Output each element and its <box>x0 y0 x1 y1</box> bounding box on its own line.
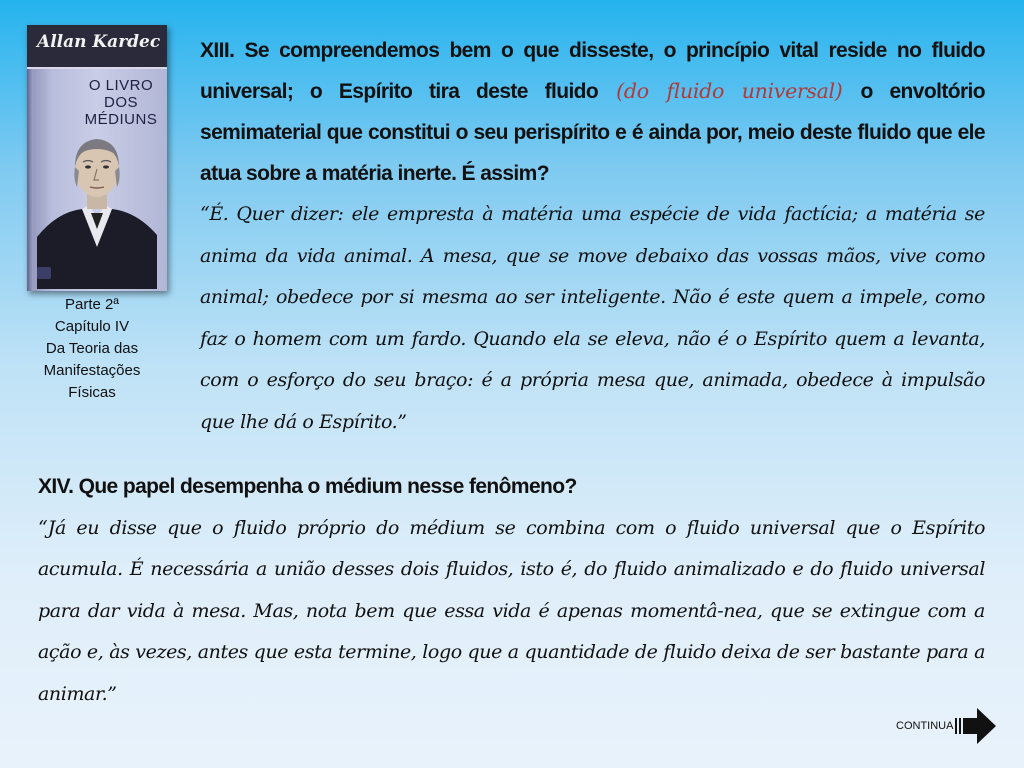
question-14-block <box>38 466 985 715</box>
book-author: Allan Kardec <box>37 32 161 52</box>
question-13-block <box>200 30 985 443</box>
question-14: XIV. Que papel desempenha o médium nesse fenômeno? <box>38 475 577 498</box>
portrait-illustration <box>37 117 157 289</box>
caption-line: Capítulo IV <box>54 318 130 335</box>
caption-line: Físicas <box>68 384 116 401</box>
answer-13: “É. Quer dizer: ele empresta à matéria uma espécie de vida factícia; a matéria se anima da vida animal. A mesa, que se move debaixo das vossas mãos, vive como animal; obedece por si mesma ao ser inteligente. Não é este quem a impele, como faz o homem com um fardo. Quando ela se eleva, não é o Espírito quem a levanta, com o esforço do seu braço: é a própria mesa que, animada, obedece à impulsão que lhe dá o Espírito.” <box>200 203 985 433</box>
question-13-text-a: XIII. Se compreendemos bem o que disseste, o princípio vital reside no fluido universal; o Espírito tira deste fluido <box>200 39 985 103</box>
book-header-band <box>27 25 167 69</box>
answer-14: “Já eu disse que o fluido próprio do médium se combina com o fluido universal que o Espírito acumula. É necessária a união desses dois fluidos, isto é, do fluido animalizado e do fluido universal para dar vida à mesa. Mas, nota bem que essa vida é apenas momentâ-nea, que se extingue com a ação e, às vezes, antes que esta termine, logo que a quantidade de fluido deixa de ser bastante para a animar.” <box>38 516 985 705</box>
question-13-highlight: (do fluido universal) <box>616 79 843 103</box>
continue-label[interactable]: CONTINUA <box>896 720 954 732</box>
book-title-line: MÉDIUNS <box>84 111 158 128</box>
publisher-logo <box>37 267 51 279</box>
caption-line: Parte 2ª <box>65 296 119 313</box>
question-13 <box>200 30 985 194</box>
book-title-line: O LIVRO <box>88 77 154 94</box>
chapter-caption <box>27 294 157 404</box>
book-cover-image <box>27 25 167 291</box>
caption-line: Da Teoria das <box>45 340 139 357</box>
book-title-line: DOS <box>103 94 138 111</box>
continue-button[interactable] <box>896 706 997 746</box>
question-13-text-b: o envoltório semimaterial que constitui o seu perispírito e é ainda por, meio deste fluido que ele atua sobre a matéria inerte. É assim? <box>200 80 985 185</box>
arrow-right-icon[interactable] <box>955 706 997 746</box>
caption-line: Manifestações <box>43 362 141 379</box>
